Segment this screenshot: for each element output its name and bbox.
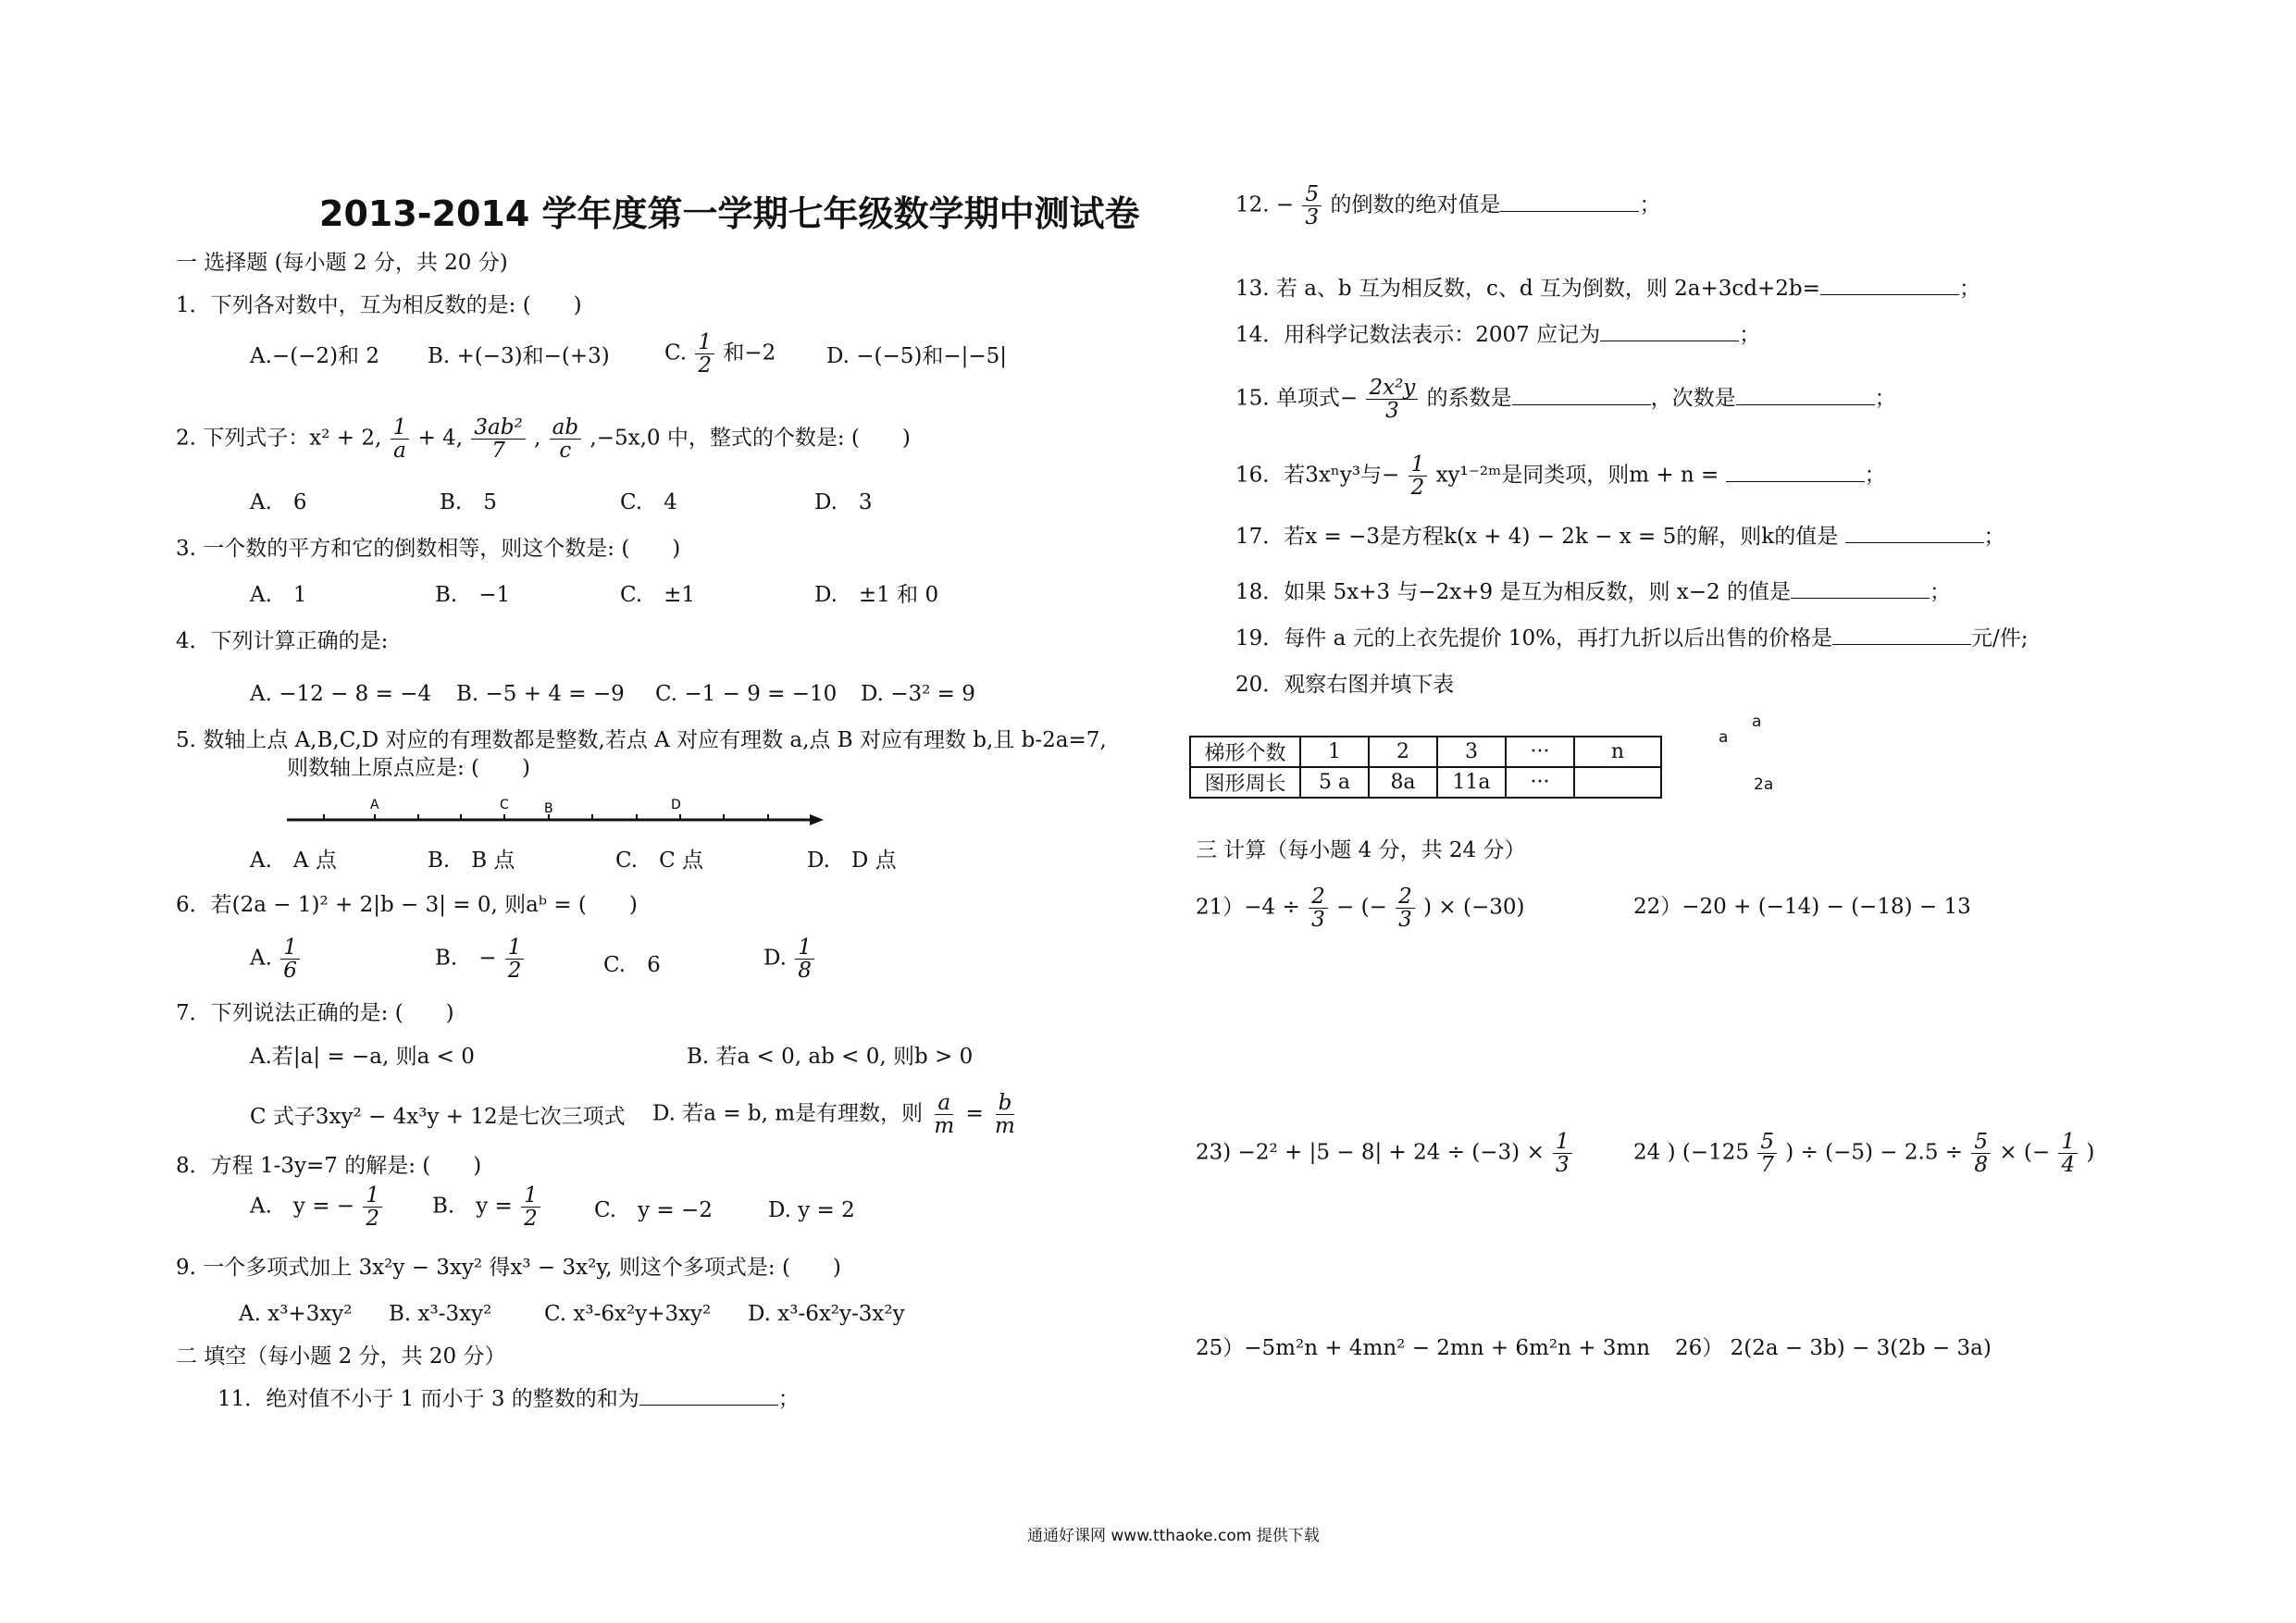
question-4-stem: 4．下列计算正确的是: (176, 629, 389, 653)
answer-blank-18[interactable] (1791, 579, 1930, 599)
question-6-stem: 6．若(2a − 1)² + 2|b − 3| = 0, 则aᵇ = ( ) (176, 893, 638, 917)
question-6-option-b: B. − $\frac{1}{2}$ (435, 936, 526, 982)
question-19: 19．每件 a 元的上衣先提价 10%，再打九折以后出售的价格是 元/件; (1235, 626, 2029, 650)
answer-blank-11[interactable] (639, 1386, 778, 1406)
question-1-option-b: B. +(−3)和−(+3) (428, 344, 610, 368)
question-5-option-b: B. B 点 (428, 849, 515, 873)
question-6-option-c: C. 6 (603, 953, 661, 977)
question-5-stem: 5. 数轴上点 A,B,C,D 对应的有理数都是整数,若点 A 对应有理数 a,点 B 对应有理数 b,且 b-2a=7, (176, 728, 1107, 752)
figure-label-left: a (1719, 728, 1729, 747)
question-8-stem: 8．方程 1-3y=7 的解是: ( ) (176, 1154, 482, 1178)
calc-question-26: 26） 2(2a − 3b) − 3(2b − 3a) (1675, 1336, 1992, 1360)
question-3-option-d: D. ±1 和 0 (814, 583, 939, 607)
question-8-option-a: A. y = − $\frac{1}{2}$ (250, 1184, 384, 1230)
question-1-stem: 1．下列各对数中，互为相反数的是: ( ) (176, 293, 582, 317)
table-cell: 8a (1369, 767, 1437, 798)
answer-blank-19[interactable] (1832, 626, 1971, 645)
calc-question-23: 23) −2² + |5 − 8| + 24 ÷ (−3) × $\frac{1}{3}$ (1196, 1131, 1574, 1176)
table-cell: ··· (1506, 767, 1574, 798)
section-calc-heading: 三 计算（每小题 4 分，共 24 分） (1196, 838, 1526, 862)
table-cell: n (1574, 737, 1661, 767)
question-3-option-b: B. −1 (435, 583, 511, 607)
question-20-table (1189, 736, 1662, 799)
answer-blank-15a[interactable] (1512, 386, 1651, 405)
number-line (287, 794, 824, 831)
number-line-arrow (810, 814, 824, 825)
calc-question-21: 21）−4 ÷ $\frac{2}{3}$ − (− $\frac{2}{3}$ ) × (−30) (1196, 885, 1525, 933)
question-6-option-a: A. $\frac{1}{6}$ (250, 936, 302, 982)
question-6-option-d: D. $\frac{1}{8}$ (763, 936, 816, 982)
question-13: 13. 若 a、b 互为相反数，c、d 互为倒数，则 2a+3cd+2b= ； (1235, 277, 1980, 301)
question-8-option-b: B. y = $\frac{1}{2}$ (432, 1184, 542, 1230)
number-line-label-b: B (544, 801, 553, 816)
table-cell: 3 (1437, 737, 1506, 767)
calc-question-24: 24 ) (−125 $\frac{5}{7}$ ) ÷ (−5) − 2.5 ÷ $\frac{5}{8}$ × (− $\frac{1}{4}$ ) (1633, 1130, 2095, 1178)
table-cell: 梯形个数 (1190, 737, 1300, 767)
table-cell: 11a (1437, 767, 1506, 798)
question-8-option-d: D. y = 2 (768, 1198, 855, 1222)
question-9-stem: 9. 一个多项式加上 3x²y − 3xy² 得x³ − 3x²y, 则这个多项式是: ( ) (176, 1256, 841, 1280)
question-9-option-c: C. x³-6x²y+3xy² (544, 1302, 712, 1326)
question-3-option-c: C. ±1 (620, 583, 695, 607)
question-9-option-a: A. x³+3xy² (239, 1302, 353, 1326)
table-row (1190, 737, 1661, 767)
question-4-option-d: D. −3² = 9 (861, 682, 975, 706)
table-cell: 2 (1369, 737, 1437, 767)
question-1-option-c: C. $\frac{1}{2}$ 和−2 (664, 330, 776, 378)
question-15: 15. 单项式− $\frac{\text{2x²y}}{3}$ 的系数是 ，次数是 ； (1235, 376, 1896, 424)
question-5-option-d: D. D 点 (807, 849, 897, 873)
answer-blank-13[interactable] (1820, 276, 1959, 295)
question-2-stem: 2. 下列式子：x² + 2, $\frac{1}{a}$ + 4, $\frac{\text{3ab²}}{7}$ , $\frac{ab}{c}$ ,−5x,0 中，整式的个数是: ( ) (176, 415, 911, 464)
question-4-option-a: A. −12 − 8 = −4 (250, 682, 432, 706)
answer-blank-16[interactable] (1726, 463, 1865, 482)
question-18: 18．如果 5x+3 与−2x+9 是互为相反数，则 x−2 的值是 ； (1235, 580, 1951, 604)
answer-blank-17[interactable] (1845, 524, 1984, 543)
question-1-option-d: D. −(−5)和−|−5| (826, 344, 1008, 368)
question-5-option-a: A. A 点 (250, 849, 337, 873)
question-2-option-b: B. 5 (440, 490, 497, 514)
section-fill-heading: 二 填空（每小题 2 分，共 20 分） (176, 1344, 506, 1369)
question-3-option-a: A. 1 (250, 583, 307, 607)
table-cell: ··· (1506, 737, 1574, 767)
section-choice-heading: 一 选择题 (每小题 2 分，共 20 分) (176, 251, 508, 275)
question-2-option-a: A. 6 (250, 490, 307, 514)
answer-blank-12[interactable] (1500, 192, 1639, 212)
answer-blank-15b[interactable] (1736, 386, 1875, 405)
question-8-option-c: C. y = −2 (594, 1198, 713, 1222)
figure-label-top: a (1752, 712, 1762, 731)
question-7-option-c: C 式子3xy² − 4x³y + 12是七次三项式 (250, 1105, 626, 1129)
question-2-option-d: D. 3 (814, 490, 873, 514)
table-row (1190, 767, 1661, 798)
question-7-option-a: A.若|a| = −a, 则a < 0 (250, 1045, 475, 1069)
number-line-label-c: C (500, 798, 509, 812)
question-5-option-c: C. C 点 (615, 849, 703, 873)
calc-question-22: 22）−20 + (−14) − (−18) − 13 (1633, 895, 1971, 919)
question-7-stem: 7．下列说法正确的是: ( ) (176, 1001, 454, 1025)
calc-question-25: 25）−5m²n + 4mn² − 2mn + 6m²n + 3mn (1196, 1336, 1651, 1360)
question-20: 20．观察右图并填下表 (1235, 673, 1455, 697)
number-line-label-d: D (671, 798, 681, 812)
number-line-label-a: A (370, 798, 379, 812)
figure-label-bottom: 2a (1754, 775, 1774, 794)
question-7-option-d: D. 若a = b, m是有理数，则 $\frac{a}{m}$ = $\frac{b}{m}$ (652, 1091, 1015, 1139)
table-cell: 5 a (1300, 767, 1369, 798)
question-2-option-c: C. 4 (620, 490, 677, 514)
question-7-option-b: B. 若a < 0, ab < 0, 则b > 0 (687, 1045, 974, 1069)
table-answer-cell[interactable] (1574, 767, 1661, 798)
question-11: 11．绝对值不小于 1 而小于 3 的整数的和为 ； (217, 1387, 800, 1411)
question-4-option-c: C. −1 − 9 = −10 (655, 682, 838, 706)
question-9-option-d: D. x³-6x²y-3x²y (748, 1302, 905, 1326)
page-title: 2013-2014 学年度第一学期七年级数学期中测试卷 (319, 193, 1140, 234)
question-16: 16．若3xⁿy³与− $\frac{1}{2}$ xy¹⁻²ᵐ是同类项，则m + n = ； (1235, 452, 1886, 501)
question-3-stem: 3. 一个数的平方和它的倒数相等，则这个数是: ( ) (176, 537, 681, 561)
answer-blank-14[interactable] (1600, 322, 1739, 341)
question-4-option-b: B. −5 + 4 = −9 (456, 682, 625, 706)
footer-source: 通通好课网 www.tthaoke.com 提供下载 (1027, 1527, 1320, 1545)
question-1-option-a: A.−(−2)和 2 (250, 344, 379, 368)
question-12: 12. − $\frac{5}{3}$ 的倒数的绝对值是 ； (1235, 182, 1661, 230)
question-5-stem-2: 则数轴上原点应是: ( ) (287, 756, 531, 780)
table-cell: 1 (1300, 737, 1369, 767)
question-17: 17．若x = −3是方程k(x + 4) − 2k − x = 5的解，则k的值是 ； (1235, 525, 2005, 549)
question-14: 14．用科学记数法表示：2007 应记为 ； (1235, 323, 1761, 347)
question-9-option-b: B. x³-3xy² (389, 1302, 492, 1326)
table-cell: 图形周长 (1190, 767, 1300, 798)
